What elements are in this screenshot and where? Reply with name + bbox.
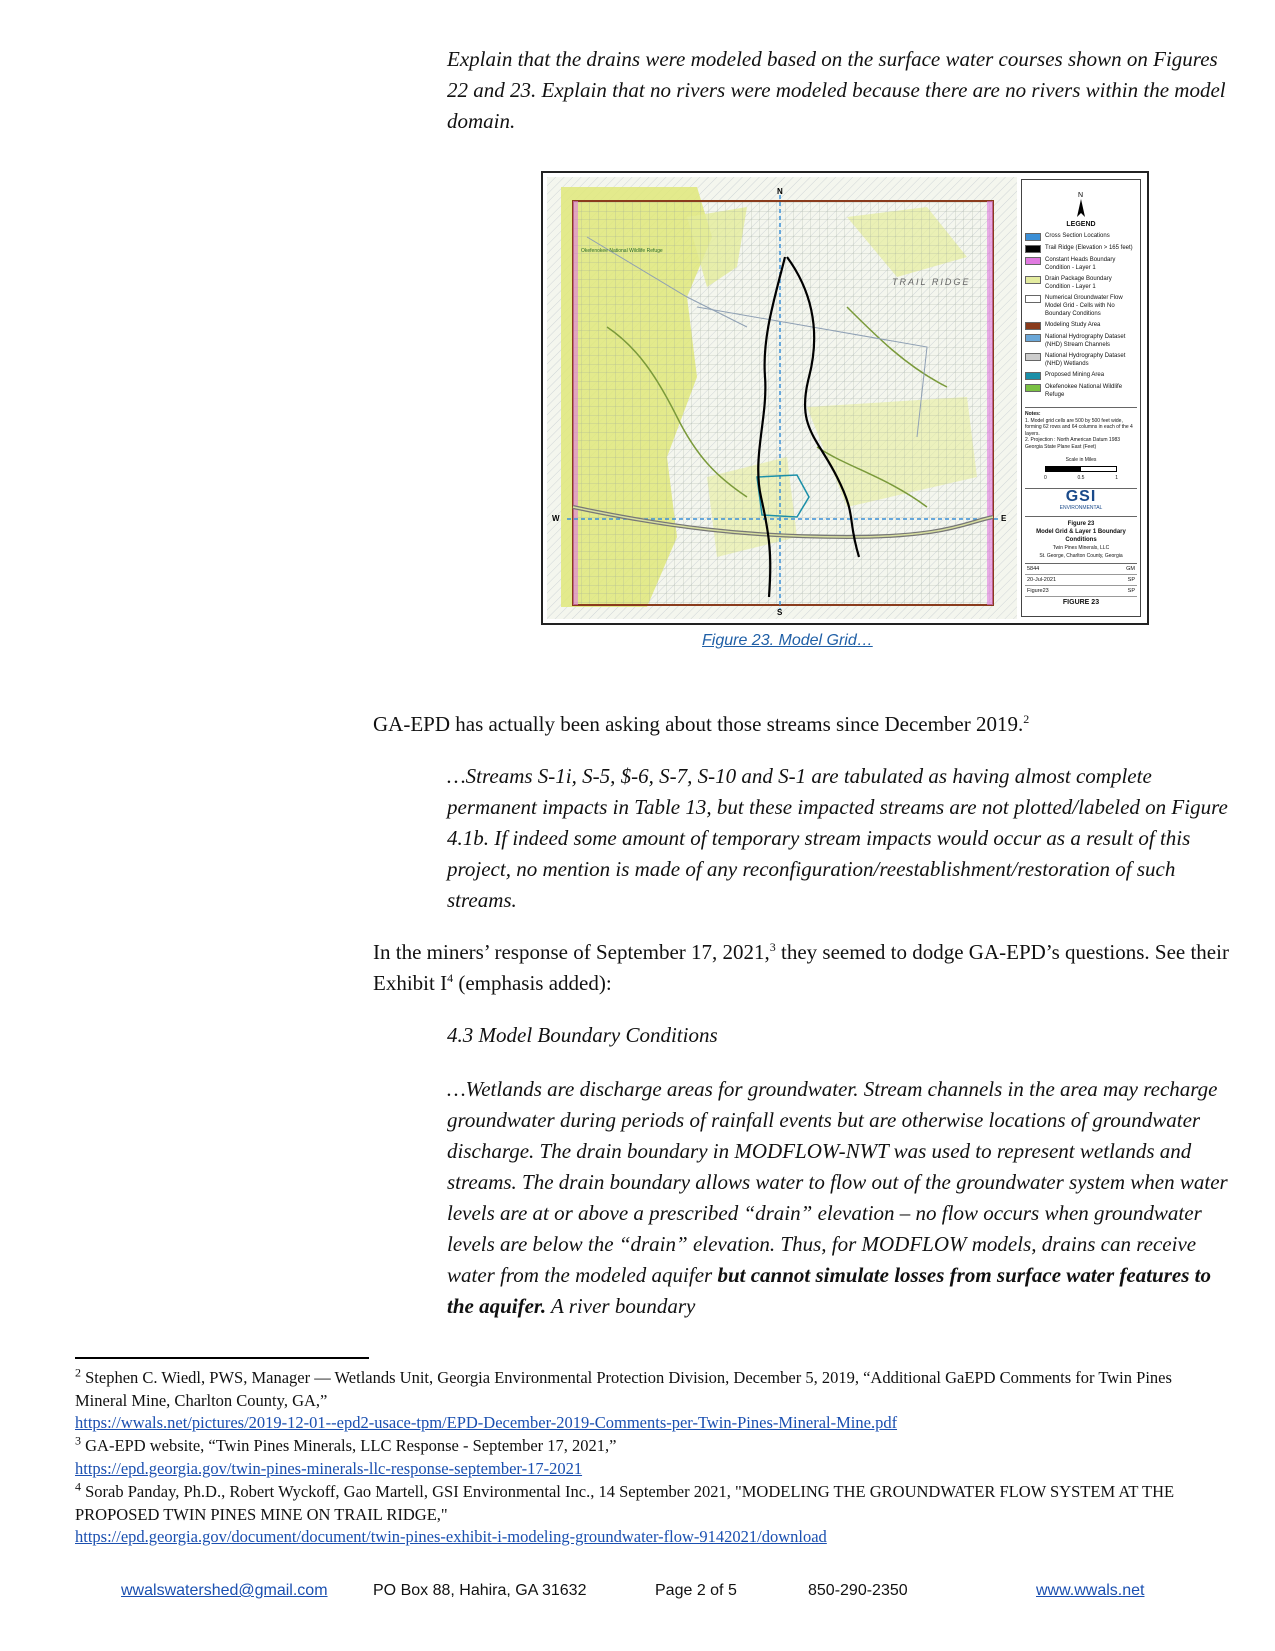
paragraph-miners-response-c: (emphasis added): xyxy=(453,971,612,995)
footnote-3-number: 3 xyxy=(75,1433,81,1448)
footer-address: PO Box 88, Hahira, GA 31632 xyxy=(373,1582,587,1599)
scale-tick-0: 0 xyxy=(1044,475,1047,481)
scale-tick-1: 0.5 xyxy=(1077,475,1085,481)
legend-items xyxy=(1025,232,1137,399)
intro-instruction-text: Explain that the drains were modeled based on the surface water courses shown on Figures 22 and 23. Explain that no rivers were modeled because there are no rivers within the model domain. xyxy=(447,47,1226,133)
quote-boundary-conditions-emphasis: but cannot simulate losses from surface water features to the aquifer. xyxy=(447,1263,1211,1318)
legend-swatch xyxy=(1025,245,1041,253)
legend-swatch xyxy=(1025,276,1041,284)
footer-page-number: Page 2 of 5 xyxy=(655,1582,737,1599)
map-east-label: E xyxy=(1001,514,1007,523)
approved-by: SP xyxy=(1127,588,1135,594)
figure-subtitle: Model Grid & Layer 1 Boundary Conditions xyxy=(1036,529,1126,543)
legend-swatch xyxy=(1025,233,1041,241)
legend-item xyxy=(1025,232,1137,241)
checked-by: SP xyxy=(1127,577,1135,583)
quote-epd-streams: …Streams S-1i, S-5, $-6, S-7, S-10 and S-1 are tabulated as having almost complete permanent impacts in Table 13, but these impacted streams are not plotted/labeled on Figure 4.1b. If indeed some amount of temporary stream impacts would occur as a result of this project, no mention is made of any reconfiguration/reestablishment/restoration of such streams. xyxy=(447,764,1228,912)
scale-bar xyxy=(1025,456,1137,482)
legend-note-1: 1. Model grid cells are 500 by 500 feet wide, forming 62 rows and 64 columns in each of the 4 layers. xyxy=(1025,417,1133,437)
legend-item xyxy=(1025,256,1137,272)
footnote-3 xyxy=(75,1435,1215,1480)
legend-notes-title: Notes: xyxy=(1025,411,1041,417)
footnote-separator xyxy=(75,1357,369,1359)
footer-phone: 850-290-2350 xyxy=(808,1582,908,1599)
legend-item-label: Constant Heads Boundary Condition - Layer 1 xyxy=(1045,257,1116,271)
legend-notes xyxy=(1025,407,1137,450)
legend-item xyxy=(1025,321,1137,330)
scale-tick-2: 1 xyxy=(1115,475,1118,481)
map-north-label: N xyxy=(777,187,783,196)
gsi-logo: GSI xyxy=(1065,488,1097,505)
footnote-2 xyxy=(75,1367,1215,1435)
footnote-2-number: 2 xyxy=(75,1365,81,1380)
footnote-3-link[interactable]: https://epd.georgia.gov/twin-pines-minerals-llc-response-september-17-2021 xyxy=(75,1458,583,1478)
quote-boundary-conditions-c: A river boundary xyxy=(546,1294,696,1318)
gsi-logo-sub: ENVIRONMENTAL xyxy=(1059,505,1103,511)
legend-item-label: National Hydrography Dataset (NHD) Wetlands xyxy=(1045,353,1126,367)
legend-swatch xyxy=(1025,334,1041,342)
legend-item xyxy=(1025,275,1137,291)
paragraph-miners-response-a: In the miners’ response of September 17, 2021, xyxy=(373,940,770,964)
legend-item-label: Cross Section Locations xyxy=(1045,233,1110,239)
paragraph-miners-response-b: they seemed to dodge GA-EPD’s questions. See their Exhibit I xyxy=(373,940,1229,995)
map-west-label: W xyxy=(552,514,560,523)
legend-swatch xyxy=(1025,384,1041,392)
map-south-label: S xyxy=(777,608,783,617)
footnote-4 xyxy=(75,1481,1215,1549)
figure-caption-link[interactable]: Figure 23. Model Grid… xyxy=(702,632,873,649)
quote-boundary-conditions xyxy=(447,1074,1242,1322)
footnote-ref-3[interactable]: 3 xyxy=(769,940,776,954)
legend-swatch xyxy=(1025,257,1041,265)
model-grid-map-figure xyxy=(541,171,1149,625)
map-file: Figure23 xyxy=(1027,588,1049,594)
svg-text:N: N xyxy=(1078,192,1084,199)
legend-item xyxy=(1025,333,1137,349)
paragraph-miners-response xyxy=(373,937,1253,999)
legend-item-label: Modeling Study Area xyxy=(1045,322,1101,328)
legend-item-label: Proposed Mining Area xyxy=(1045,372,1105,378)
legend-item-label: Numerical Groundwater Flow Model Grid - Cells with No Boundary Conditions xyxy=(1045,295,1123,317)
map-trail-ridge-label: TRAIL RIDGE xyxy=(892,277,971,287)
legend-swatch xyxy=(1025,295,1041,303)
legend-note-2: 2. Projection : North American Datum 1983 Georgia State Plane East (Feet) xyxy=(1025,437,1121,450)
issued-date: 20-Jul-2021 xyxy=(1027,577,1057,583)
figure-client: Twin Pines Minerals, LLC xyxy=(1052,545,1110,551)
footnote-2-link[interactable]: https://wwals.net/pictures/2019-12-01--epd2-usace-tpm/EPD-December-2019-Comments-per-Twin-Pines-Mineral-Mine.pdf xyxy=(75,1413,898,1432)
footnote-3-text: GA-EPD website, “Twin Pines Minerals, LLC Response - September 17, 2021,” xyxy=(81,1436,617,1455)
figure-location: St. George, Charlton County, Georgia xyxy=(1039,553,1123,559)
legend-title: LEGEND xyxy=(1066,221,1096,228)
footer-website-link[interactable]: www.wwals.net xyxy=(1036,1582,1145,1599)
legend-item xyxy=(1025,294,1137,318)
map-legend-panel xyxy=(1021,179,1141,617)
model-grid-map xyxy=(547,177,1017,619)
quote-heading: 4.3 Model Boundary Conditions xyxy=(447,1023,718,1047)
legend-item xyxy=(1025,383,1137,399)
scale-bar-label: Scale in Miles xyxy=(1065,457,1097,463)
footnote-4-text: Sorab Panday, Ph.D., Robert Wyckoff, Gao Martell, GSI Environmental Inc., 14 September 2021, "MODELING THE GROUNDWATER FLOW SYSTEM AT THE PROPOSED TWIN PINES MINE ON TRAIL RIDGE," xyxy=(75,1482,1175,1524)
figure-footer-label: FIGURE 23 xyxy=(1062,599,1100,606)
quote-boundary-conditions-a: …Wetlands are discharge areas for groundwater. Stream channels in the area may recharge groundwater during periods of rainfall events but are otherwise locations of groundwater discharge. The drain boundary in MODFLOW-NWT was used to represent wetlands and streams. The drain boundary allows water to flow out of the groundwater system when water levels are at or above a prescribed “drain” elevation – no flow occurs when groundwater levels are below the “drain” elevation. Thus, for MODFLOW models, drains can receive water from the modeled aquifer xyxy=(447,1077,1228,1287)
legend-item-label: Drain Package Boundary Condition - Layer 1 xyxy=(1045,276,1112,290)
legend-swatch xyxy=(1025,372,1041,380)
figure-title-block xyxy=(1025,516,1137,560)
legend-swatch xyxy=(1025,353,1041,361)
footnote-2-text: Stephen C. Wiedl, PWS, Manager — Wetlands Unit, Georgia Environmental Protection Division, December 5, 2019, “Additional GaEPD Comments for Twin Pines Mineral Mine, Charlton County, GA,” xyxy=(75,1368,1172,1410)
figure-info-table xyxy=(1025,563,1137,597)
job-no: 5844 xyxy=(1027,566,1040,572)
footnote-ref-4[interactable]: 4 xyxy=(447,971,454,985)
legend-item-label: National Hydrography Dataset (NHD) Stream Channels xyxy=(1045,334,1126,348)
north-arrow-icon xyxy=(1071,189,1091,219)
footer-email-link[interactable]: wwalswatershed@gmail.com xyxy=(121,1582,328,1599)
paragraph-streams-history-text: GA-EPD has actually been asking about those streams since December 2019. xyxy=(373,712,1024,736)
footnote-4-link[interactable]: https://epd.georgia.gov/document/document/twin-pines-exhibit-i-modeling-groundwater-flow-9142021/download xyxy=(75,1527,827,1546)
figure-number: Figure 23 xyxy=(1067,521,1095,527)
legend-item xyxy=(1025,371,1137,380)
paragraph-streams-history xyxy=(373,709,1253,740)
footnote-4-number: 4 xyxy=(75,1479,81,1494)
legend-item-label: Okefenokee National Wildlife Refuge xyxy=(1045,384,1123,398)
footnote-ref-2[interactable]: 2 xyxy=(1023,712,1030,726)
legend-item xyxy=(1025,352,1137,368)
legend-item xyxy=(1025,244,1137,253)
gsi-brand xyxy=(1025,488,1137,512)
map-refuge-label: Okefenokee National Wildlife Refuge xyxy=(581,248,663,254)
legend-swatch xyxy=(1025,322,1041,330)
legend-item-label: Trail Ridge (Elevation > 165 feet) xyxy=(1045,245,1133,251)
drawn-by: GM xyxy=(1126,566,1135,572)
